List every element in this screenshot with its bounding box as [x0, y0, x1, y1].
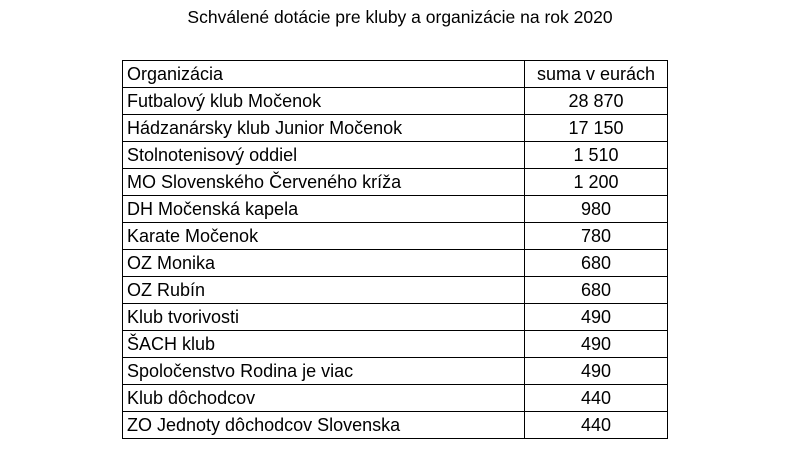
amount-cell: 440 — [525, 385, 668, 412]
table-row — [123, 385, 668, 412]
organization-cell: ZO Jednoty dôchodcov Slovenska — [123, 412, 525, 439]
table-header-row — [123, 61, 668, 88]
table-row — [123, 196, 668, 223]
organization-cell: Spoločenstvo Rodina je viac — [123, 358, 525, 385]
column-header-amount: suma v eurách — [525, 61, 668, 88]
table-row — [123, 412, 668, 439]
table-row — [123, 277, 668, 304]
organization-cell: DH Močenská kapela — [123, 196, 525, 223]
amount-cell: 680 — [525, 277, 668, 304]
organization-cell: OZ Rubín — [123, 277, 525, 304]
column-header-organization: Organizácia — [123, 61, 525, 88]
table-row — [123, 142, 668, 169]
table-row — [123, 358, 668, 385]
amount-cell: 490 — [525, 304, 668, 331]
amount-cell: 490 — [525, 331, 668, 358]
amount-cell: 490 — [525, 358, 668, 385]
amount-cell: 1 510 — [525, 142, 668, 169]
organization-cell: OZ Monika — [123, 250, 525, 277]
table-row — [123, 304, 668, 331]
organization-cell: Hádzanársky klub Junior Močenok — [123, 115, 525, 142]
organization-cell: ŠACH klub — [123, 331, 525, 358]
amount-cell: 680 — [525, 250, 668, 277]
table-row — [123, 88, 668, 115]
table-row — [123, 250, 668, 277]
organization-cell: MO Slovenského Červeného kríža — [123, 169, 525, 196]
amount-cell: 17 150 — [525, 115, 668, 142]
amount-cell: 28 870 — [525, 88, 668, 115]
table-row — [123, 169, 668, 196]
table-row — [123, 223, 668, 250]
organization-cell: Karate Močenok — [123, 223, 525, 250]
amount-cell: 1 200 — [525, 169, 668, 196]
table-row — [123, 331, 668, 358]
organization-cell: Stolnotenisový oddiel — [123, 142, 525, 169]
organization-cell: Klub tvorivosti — [123, 304, 525, 331]
page-title: Schválené dotácie pre kluby a organizácie na rok 2020 — [187, 7, 613, 27]
organization-cell: Futbalový klub Močenok — [123, 88, 525, 115]
table-row — [123, 115, 668, 142]
organization-cell: Klub dôchodcov — [123, 385, 525, 412]
amount-cell: 780 — [525, 223, 668, 250]
grants-table — [122, 60, 668, 439]
amount-cell: 440 — [525, 412, 668, 439]
amount-cell: 980 — [525, 196, 668, 223]
